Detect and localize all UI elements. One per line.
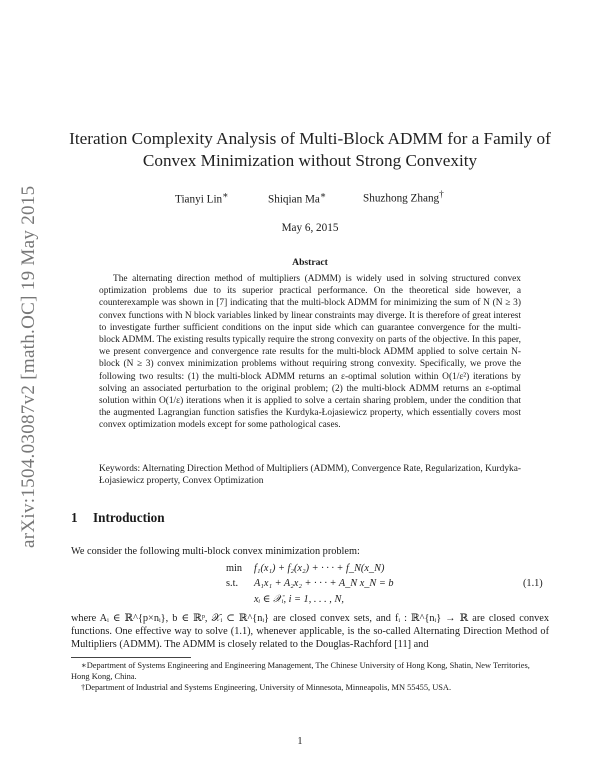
- body-paragraph: where Aᵢ ∈ ℝ^{p×nᵢ}, b ∈ ℝᵖ, 𝒳ᵢ ⊂ ℝ^{nᵢ} are closed convex sets, and fᵢ : ℝ^{nᵢ} → ℝ are closed convex functions. One effective way to solve (1.1), whenever applicable, is the so-called Alternating Direction Method of Multipliers (ADMM). The ADMM is closely related to the Douglas-Rachford [11] and: [71, 613, 549, 651]
- intro-sentence: We consider the following multi-block convex minimization problem:: [71, 546, 360, 557]
- author-footnote-mark: ∗: [319, 191, 327, 201]
- title-line-1: Iteration Complexity Analysis of Multi-Block ADMM for a Family of: [69, 129, 551, 148]
- equation-tag: (1.1): [523, 578, 543, 589]
- title-line-2: Convex Minimization without Strong Convexity: [142, 151, 478, 170]
- equation-label-min: min: [226, 563, 243, 574]
- abstract-heading: Abstract: [292, 257, 328, 268]
- author-name: Tianyi Lin: [175, 193, 223, 206]
- footnote-1: ∗Department of Systems Engineering and Engineering Management, The Chinese University of Hong Kong, Shatin, New Territories, Hong Kong, China.: [71, 661, 530, 682]
- author-name: Shiqian Ma: [268, 193, 320, 206]
- equation-constraint: A₁x₁ + A₂x₂ + · · · + A_N x_N = b: [254, 578, 394, 589]
- equation-line-1: [226, 563, 384, 574]
- footnotes: [71, 660, 549, 694]
- equation-line-3: [226, 593, 344, 606]
- author-footnote-mark: ∗: [222, 191, 229, 201]
- equation-line-2: [226, 578, 394, 589]
- arxiv-identifier: arXiv:1504.03087v2 [math.OC] 19 May 2015: [18, 185, 39, 548]
- author-name: Shuzhong Zhang: [363, 192, 440, 205]
- equation-label-st: s.t.: [226, 578, 239, 589]
- equation-set-constraint: xᵢ ∈ 𝒳ᵢ, i = 1, . . . , N,: [254, 594, 344, 605]
- section-title: Introduction: [93, 510, 165, 525]
- footnote-2: †Department of Industrial and Systems Engineering, University of Minnesota, Minneapolis, MN 55455, USA.: [81, 683, 452, 693]
- footnote-rule: [71, 657, 191, 658]
- author-footnote-mark: †: [439, 190, 444, 200]
- author-1: [175, 190, 229, 206]
- paper-date: May 6, 2015: [281, 222, 339, 234]
- author-2: [268, 190, 326, 206]
- keywords: Keywords: Alternating Direction Method of Multipliers (ADMM), Convergence Rate, Regularization, Kurdyka-Łojasiewicz property, Convex Optimization: [99, 464, 521, 487]
- section-heading: [71, 510, 165, 526]
- abstract-text: The alternating direction method of multipliers (ADMM) is widely used in solving structured convex optimization problems due to its superior practical performance. On the theoretical side however, a counterexample was shown in [7] indicating that the multi-block ADMM for minimizing the sum of N (N ≥ 3) convex functions with N block variables linked by linear constraints may diverge. It is therefore of great interest to investigate further sufficient conditions on the input side which can guarantee convergence for the multi-block ADMM. The existing results typically require the strong convexity on parts of the objective. In this paper, we present convergence and convergence rate results for the multi-block ADMM applied to solve certain N-block (N ≥ 3) convex minimization problems without requiring strong convexity. Specifically, we prove the following two results: (1) the multi-block ADMM returns an ε-optimal solution within O(1/ε²) iterations by solving an associated perturbation to the original problem; (2) the multi-block ADMM returns an ε-optimal solution within O(1/ε) iterations when it is applied to solve a certain sharing problem, under the condition that the augmented Lagrangian function satisfies the Kurdyka-Łojasiewicz property, which essentially covers most convex optimization models except for some pathological cases.: [99, 274, 521, 431]
- section-number: 1: [71, 510, 78, 525]
- page-number: 1: [297, 736, 303, 747]
- equation-objective: f₁(x₁) + f₂(x₂) + · · · + f_N(x_N): [254, 563, 385, 574]
- paper-title: [60, 128, 560, 172]
- author-3: [363, 190, 444, 205]
